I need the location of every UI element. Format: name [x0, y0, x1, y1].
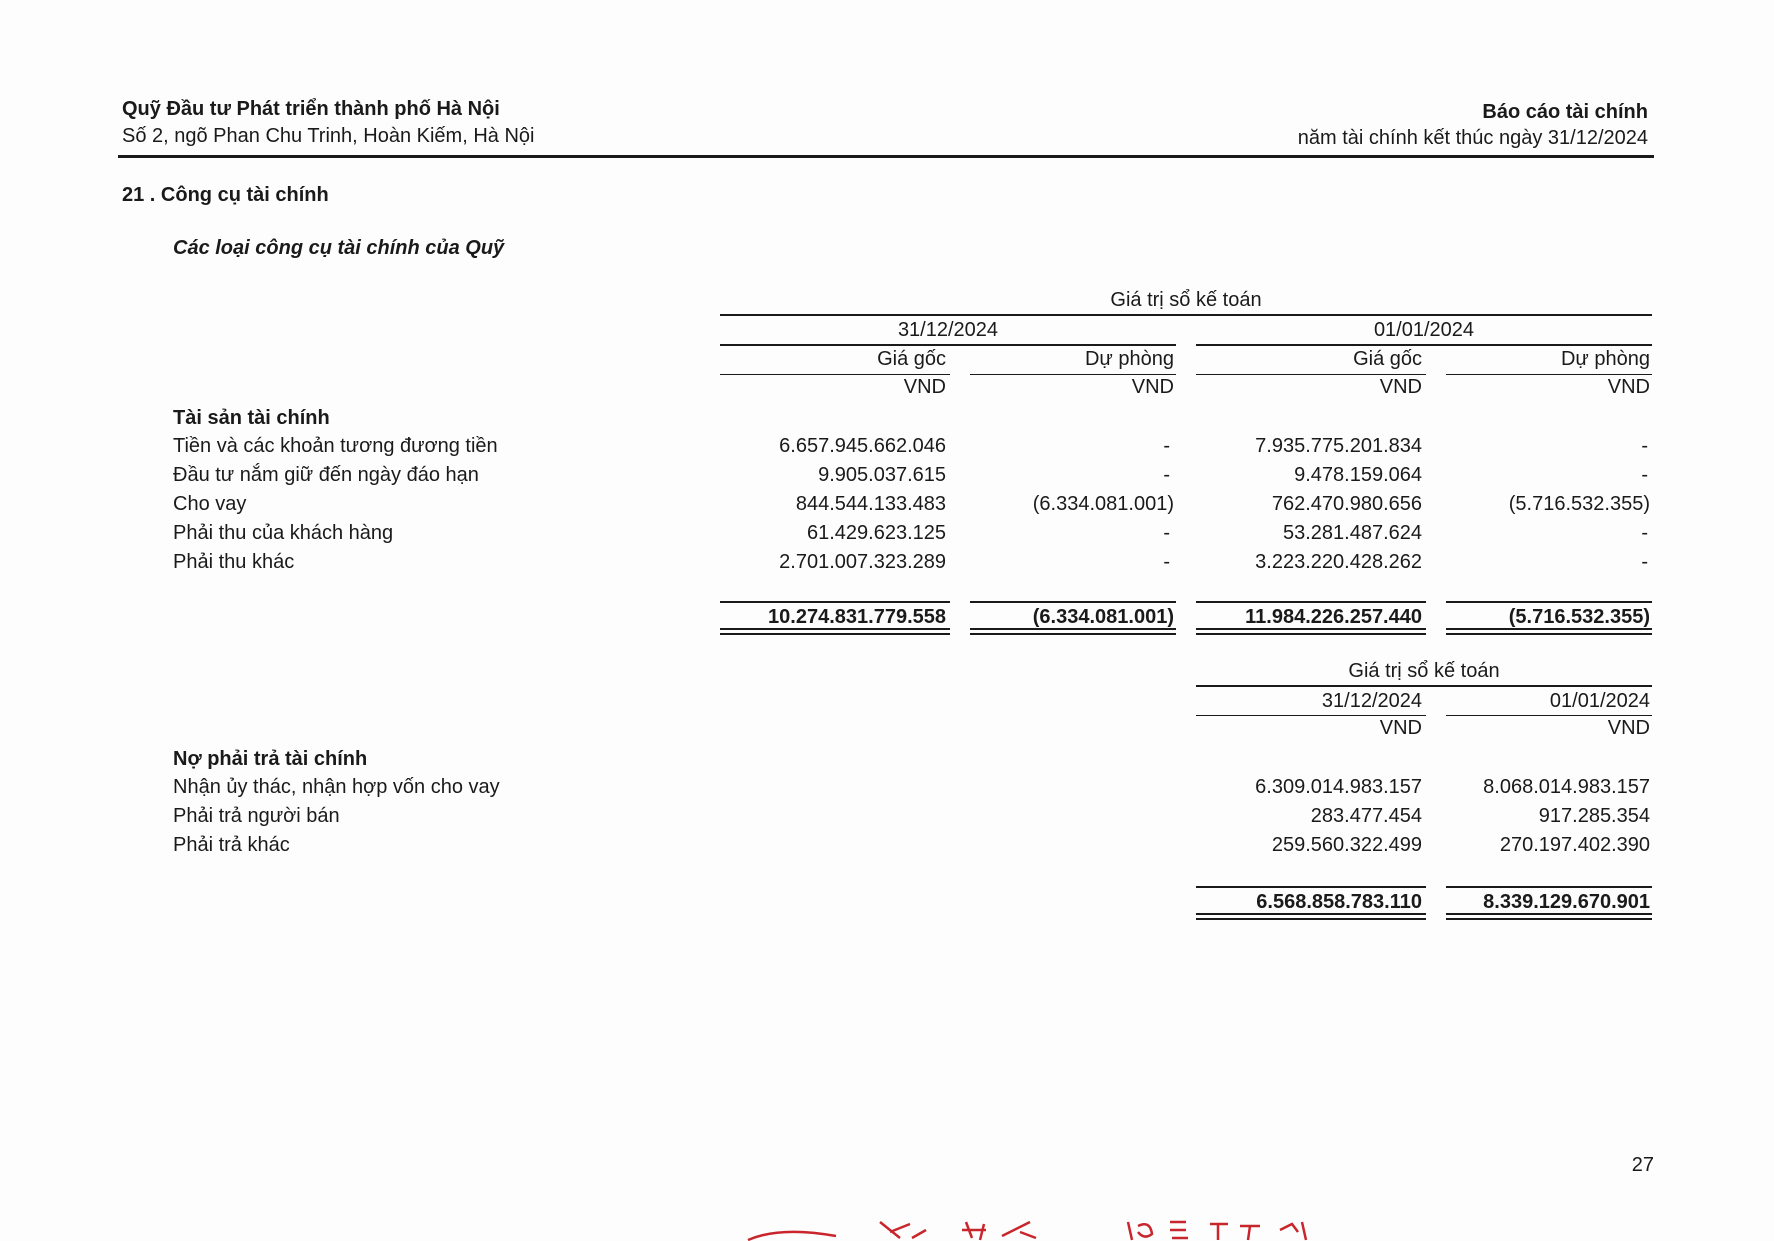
row-value: 61.429.623.125	[806, 522, 946, 544]
assets-col-header: Giá gốc	[1353, 348, 1422, 370]
total-double-rule	[1196, 913, 1426, 920]
row-label: Phải trả người bán	[173, 805, 340, 827]
row-label: Cho vay	[173, 493, 247, 515]
report-title: Báo cáo tài chính	[1482, 101, 1648, 123]
total-value: 11.984.226.257.440	[1245, 606, 1422, 628]
row-value: 8.068.014.983.157	[1483, 776, 1650, 798]
col-header-rule	[720, 374, 950, 375]
section-subtitle: Các loại công cụ tài chính của Quỹ	[173, 237, 505, 259]
col-header-rule	[970, 374, 1176, 375]
assets-group-rule	[720, 314, 1652, 316]
col-header-rule	[1446, 374, 1652, 375]
page-number: 27	[1631, 1154, 1654, 1176]
assets-unit: VND	[903, 376, 946, 398]
row-value: (5.716.532.355)	[1508, 493, 1650, 515]
row-value: 270.197.402.390	[1499, 834, 1650, 856]
row-label: Phải thu khác	[173, 551, 295, 573]
total-rule	[1196, 886, 1426, 888]
row-value: 844.544.133.483	[795, 493, 946, 515]
row-label: Tiền và các khoản tương đương tiền	[173, 435, 498, 457]
row-value: -	[1641, 435, 1648, 457]
row-value: 2.701.007.323.289	[779, 551, 946, 573]
row-value: 762.470.980.656	[1271, 493, 1422, 515]
row-value: 6.657.945.662.046	[779, 435, 946, 457]
total-value: (6.334.081.001)	[1032, 606, 1174, 628]
liabilities-group-rule	[1196, 685, 1652, 687]
row-value: 259.560.322.499	[1271, 834, 1422, 856]
total-rule	[1196, 601, 1426, 603]
organization-name: Quỹ Đầu tư Phát triển thành phố Hà Nội	[122, 98, 500, 120]
total-value: (5.716.532.355)	[1508, 606, 1650, 628]
total-value: 10.274.831.779.558	[768, 606, 946, 628]
row-value: 283.477.454	[1310, 805, 1422, 827]
row-value: 3.223.220.428.262	[1255, 551, 1422, 573]
organization-address: Số 2, ngõ Phan Chu Trinh, Hoàn Kiếm, Hà Nội	[122, 125, 535, 147]
report-period: năm tài chính kết thúc ngày 31/12/2024	[1297, 127, 1648, 149]
row-value: (6.334.081.001)	[1032, 493, 1174, 515]
liabilities-unit: VND	[1607, 717, 1650, 739]
header-rule	[118, 155, 1654, 158]
row-value: -	[1163, 551, 1170, 573]
total-double-rule	[1446, 913, 1652, 920]
row-value: 9.905.037.615	[818, 464, 946, 486]
total-rule	[970, 601, 1176, 603]
liabilities-period: 01/01/2024	[1549, 690, 1650, 712]
row-label: Phải trả khác	[173, 834, 290, 856]
row-value: -	[1641, 522, 1648, 544]
total-rule	[720, 601, 950, 603]
row-value: 7.935.775.201.834	[1255, 435, 1422, 457]
total-double-rule	[970, 628, 1176, 635]
assets-group-header: Giá trị sổ kế toán	[1110, 289, 1262, 311]
total-rule	[1446, 886, 1652, 888]
assets-unit: VND	[1131, 376, 1174, 398]
row-value: -	[1641, 464, 1648, 486]
total-double-rule	[1446, 628, 1652, 635]
row-label: Nhận ủy thác, nhận hợp vốn cho vay	[173, 776, 500, 798]
row-value: 9.478.159.064	[1294, 464, 1422, 486]
assets-section-label: Tài sản tài chính	[173, 407, 330, 429]
liabilities-group-header: Giá trị sổ kế toán	[1348, 660, 1500, 682]
total-rule	[1446, 601, 1652, 603]
assets-unit: VND	[1379, 376, 1422, 398]
row-value: 6.309.014.983.157	[1255, 776, 1422, 798]
col-header-rule	[1196, 374, 1426, 375]
row-label: Đầu tư nắm giữ đến ngày đáo hạn	[173, 464, 479, 486]
row-value: -	[1163, 464, 1170, 486]
assets-period-rule	[720, 344, 1176, 346]
assets-period-prior: 01/01/2024	[1373, 319, 1475, 341]
total-value: 6.568.858.783.110	[1256, 891, 1422, 913]
row-value: 53.281.487.624	[1282, 522, 1422, 544]
liabilities-section-label: Nợ phải trả tài chính	[173, 748, 368, 770]
assets-unit: VND	[1607, 376, 1650, 398]
assets-period-rule	[1196, 344, 1652, 346]
period-rule	[1446, 715, 1652, 716]
period-rule	[1196, 715, 1426, 716]
assets-col-header: Dự phòng	[1084, 348, 1174, 370]
row-value: 917.285.354	[1538, 805, 1650, 827]
section-title: 21 . Công cụ tài chính	[122, 184, 329, 206]
assets-period-current: 31/12/2024	[897, 319, 999, 341]
row-value: -	[1163, 435, 1170, 457]
assets-col-header: Dự phòng	[1560, 348, 1650, 370]
total-double-rule	[720, 628, 950, 635]
stamp-mark	[740, 1218, 1340, 1241]
row-value: -	[1163, 522, 1170, 544]
total-double-rule	[1196, 628, 1426, 635]
liabilities-unit: VND	[1379, 717, 1422, 739]
total-value: 8.339.129.670.901	[1483, 891, 1650, 913]
row-label: Phải thu của khách hàng	[173, 522, 394, 544]
liabilities-period: 31/12/2024	[1321, 690, 1422, 712]
row-value: -	[1641, 551, 1648, 573]
assets-col-header: Giá gốc	[877, 348, 946, 370]
